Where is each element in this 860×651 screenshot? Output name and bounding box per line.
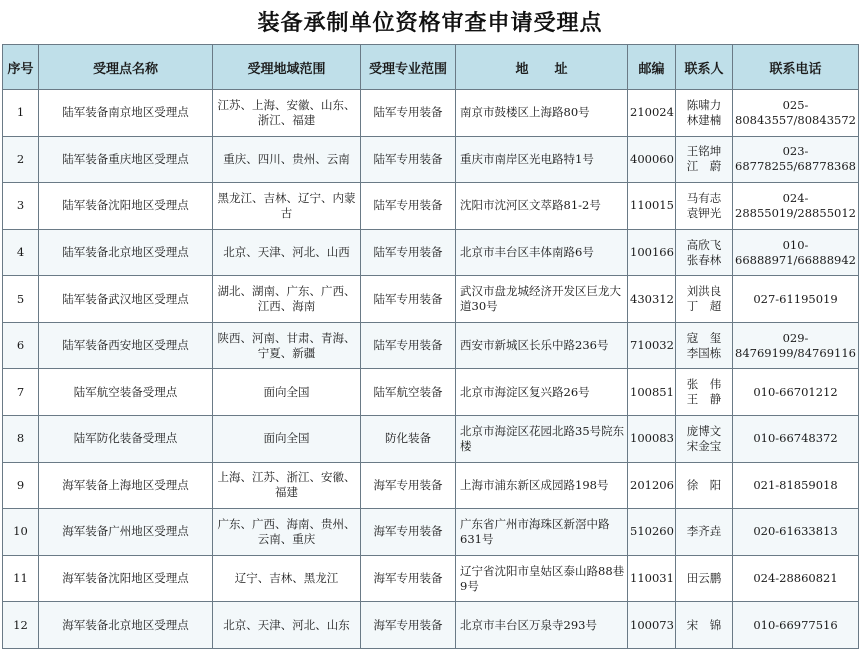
cell-region: 广东、广西、海南、贵州、云南、重庆 [213,509,361,556]
cell-contact [676,322,733,369]
cell-contact [676,555,733,602]
cell-zip: 100083 [628,416,676,463]
cell-scope: 防化装备 [361,416,456,463]
cell-phone: 024-28855019/28855012 [733,183,859,230]
table-row [3,416,859,463]
cell-contact [676,369,733,416]
cell-contact [676,229,733,276]
contact-name: 徐 阳 [686,477,722,492]
cell-no: 6 [3,322,39,369]
cell-address: 沈阳市沈河区文萃路81-2号 [456,183,628,230]
contact-name: 宋金宝 [686,438,722,453]
cell-name: 陆军装备北京地区受理点 [39,229,213,276]
table-row [3,555,859,602]
cell-name: 陆军装备西安地区受理点 [39,322,213,369]
table-body [3,90,859,649]
cell-scope: 陆军专用装备 [361,136,456,183]
cell-scope: 陆军专用装备 [361,90,456,137]
table-row [3,462,859,509]
cell-region: 湖北、湖南、广东、广西、江西、海南 [213,276,361,323]
contact-name: 陈啸力 [686,97,722,112]
cell-zip: 430312 [628,276,676,323]
cell-contact [676,90,733,137]
contact-name: 张 伟 [686,377,722,392]
cell-region: 辽宁、吉林、黑龙江 [213,555,361,602]
header-name: 受理点名称 [39,45,213,90]
cell-no: 2 [3,136,39,183]
cell-address: 西安市新城区长乐中路236号 [456,322,628,369]
header-contact: 联系人 [676,45,733,90]
cell-contact [676,276,733,323]
cell-name: 海军装备广州地区受理点 [39,509,213,556]
cell-name: 海军装备沈阳地区受理点 [39,555,213,602]
table-row [3,602,859,649]
cell-zip: 710032 [628,322,676,369]
cell-no: 5 [3,276,39,323]
cell-region: 重庆、四川、贵州、云南 [213,136,361,183]
cell-zip: 110031 [628,555,676,602]
contact-name: 高欣飞 [686,237,722,252]
cell-scope: 陆军专用装备 [361,183,456,230]
cell-no: 11 [3,555,39,602]
cell-region: 北京、天津、河北、山西 [213,229,361,276]
cell-contact [676,136,733,183]
cell-scope: 海军专用装备 [361,462,456,509]
header-phone: 联系电话 [733,45,859,90]
cell-address: 北京市海淀区复兴路26号 [456,369,628,416]
cell-contact [676,183,733,230]
contact-name: 寇 玺 [686,330,722,345]
cell-region: 北京、天津、河北、山东 [213,602,361,649]
contact-name: 刘洪良 [686,284,722,299]
contact-name: 林建楠 [686,112,722,127]
cell-scope: 海军专用装备 [361,509,456,556]
header-zip: 邮编 [628,45,676,90]
cell-address: 北京市海淀区花园北路35号院东楼 [456,416,628,463]
cell-no: 1 [3,90,39,137]
cell-address: 北京市丰台区丰体南路6号 [456,229,628,276]
cell-region: 面向全国 [213,416,361,463]
cell-zip: 201206 [628,462,676,509]
acceptance-points-table [2,44,859,649]
cell-name: 陆军航空装备受理点 [39,369,213,416]
cell-address: 上海市浦东新区成园路198号 [456,462,628,509]
cell-address: 辽宁省沈阳市皇姑区泰山路88巷9号 [456,555,628,602]
cell-region: 面向全国 [213,369,361,416]
cell-phone: 025-80843557/80843572 [733,90,859,137]
header-address: 地 址 [456,45,628,90]
contact-name: 马有志 [686,190,722,205]
table-row [3,509,859,556]
cell-contact [676,462,733,509]
cell-address: 南京市鼓楼区上海路80号 [456,90,628,137]
cell-contact [676,416,733,463]
cell-no: 10 [3,509,39,556]
table-row [3,90,859,137]
contact-name: 田云鹏 [686,571,722,586]
cell-scope: 海军专用装备 [361,602,456,649]
contact-name: 宋 锦 [686,617,722,632]
cell-phone: 021-81859018 [733,462,859,509]
cell-address: 广东省广州市海珠区新滘中路631号 [456,509,628,556]
cell-zip: 210024 [628,90,676,137]
header-region: 受理地域范围 [213,45,361,90]
page-title: 装备承制单位资格审查申请受理点 [257,10,603,36]
cell-phone: 010-66977516 [733,602,859,649]
cell-phone: 010-66888971/66888942 [733,229,859,276]
cell-phone: 010-66701212 [733,369,859,416]
cell-region: 陕西、河南、甘肃、青海、宁夏、新疆 [213,322,361,369]
contact-name: 袁钾光 [686,205,722,220]
table-row [3,369,859,416]
cell-name: 海军装备上海地区受理点 [39,462,213,509]
table-row [3,276,859,323]
cell-scope: 陆军专用装备 [361,229,456,276]
cell-phone: 024-28860821 [733,555,859,602]
table-row [3,322,859,369]
cell-zip: 110015 [628,183,676,230]
cell-zip: 400060 [628,136,676,183]
contact-name: 张春林 [686,252,722,267]
cell-name: 陆军装备南京地区受理点 [39,90,213,137]
cell-contact [676,602,733,649]
cell-name: 海军装备北京地区受理点 [39,602,213,649]
table-row [3,229,859,276]
cell-region: 江苏、上海、安徽、山东、浙江、福建 [213,90,361,137]
header-scope: 受理专业范围 [361,45,456,90]
cell-zip: 100166 [628,229,676,276]
cell-contact [676,509,733,556]
cell-region: 黑龙江、吉林、辽宁、内蒙古 [213,183,361,230]
cell-scope: 陆军专用装备 [361,276,456,323]
cell-name: 陆军装备重庆地区受理点 [39,136,213,183]
cell-scope: 海军专用装备 [361,555,456,602]
contact-name: 王 静 [686,392,722,407]
cell-scope: 陆军航空装备 [361,369,456,416]
table-header-row [3,45,859,90]
cell-zip: 100073 [628,602,676,649]
cell-address: 重庆市南岸区光电路特1号 [456,136,628,183]
cell-no: 3 [3,183,39,230]
contact-name: 李国栋 [686,345,722,360]
cell-name: 陆军防化装备受理点 [39,416,213,463]
contact-name: 江 蔚 [686,159,722,174]
cell-phone: 020-61633813 [733,509,859,556]
contact-name: 庞博文 [686,423,722,438]
cell-phone: 010-66748372 [733,416,859,463]
cell-address: 北京市丰台区万泉寺293号 [456,602,628,649]
cell-phone: 023-68778255/68778368 [733,136,859,183]
cell-no: 12 [3,602,39,649]
contact-name: 丁 超 [686,299,722,314]
contact-name: 王铭坤 [686,144,722,159]
cell-no: 9 [3,462,39,509]
cell-phone: 029-84769199/84769116 [733,322,859,369]
cell-no: 4 [3,229,39,276]
cell-zip: 100851 [628,369,676,416]
cell-scope: 陆军专用装备 [361,322,456,369]
cell-name: 陆军装备沈阳地区受理点 [39,183,213,230]
cell-phone: 027-61195019 [733,276,859,323]
cell-address: 武汉市盘龙城经济开发区巨龙大道30号 [456,276,628,323]
cell-zip: 510260 [628,509,676,556]
cell-name: 陆军装备武汉地区受理点 [39,276,213,323]
contact-name: 李齐垚 [686,524,722,539]
table-row [3,136,859,183]
cell-no: 8 [3,416,39,463]
cell-no: 7 [3,369,39,416]
cell-region: 上海、江苏、浙江、安徽、福建 [213,462,361,509]
header-no: 序号 [3,45,39,90]
table-row [3,183,859,230]
